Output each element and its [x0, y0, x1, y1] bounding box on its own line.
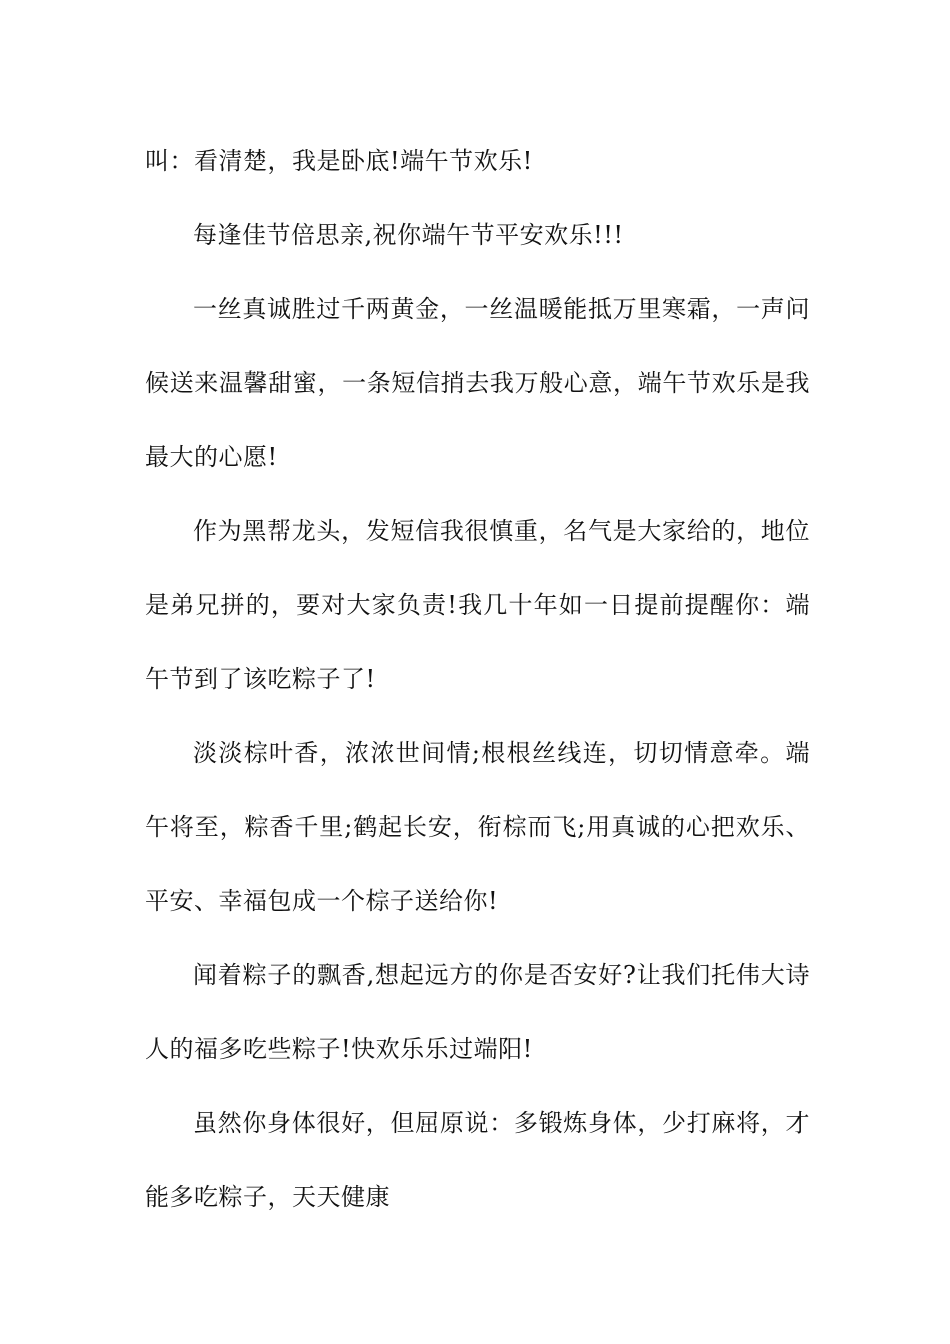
paragraph-6: 闻着粽子的飘香,想起远方的你是否安好?让我们托伟大诗人的福多吃些粽子!快欢乐乐过端阳! — [145, 961, 810, 1063]
paragraph-1: 叫：看清楚，我是卧底!端午节欢乐! — [145, 147, 533, 175]
paragraph-3: 一丝真诚胜过千两黄金，一丝温暖能抵万里寒霜，一声问候送来温馨甜蜜，一条短信捎去我万般心意，端午节欢乐是我最大的心愿! — [145, 295, 810, 471]
paragraph-2: 每逢佳节倍思亲,祝你端午节平安欢乐!!! — [193, 221, 624, 249]
paragraph-4: 作为黑帮龙头，发短信我很慎重，名气是大家给的，地位是弟兄拼的，要对大家负责!我几十年如一日提前提醒你：端午节到了该吃粽子了! — [145, 517, 810, 693]
paragraph-5: 淡淡棕叶香，浓浓世间情;根根丝线连，切切情意牵。端午将至，粽香千里;鹤起长安，衔棕而飞;用真诚的心把欢乐、平安、幸福包成一个棕子送给你! — [145, 739, 810, 915]
document-body — [145, 124, 810, 1234]
paragraph-7: 虽然你身体很好，但屈原说：多锻炼身体，少打麻将，才能多吃粽子，天天健康 — [145, 1109, 810, 1211]
